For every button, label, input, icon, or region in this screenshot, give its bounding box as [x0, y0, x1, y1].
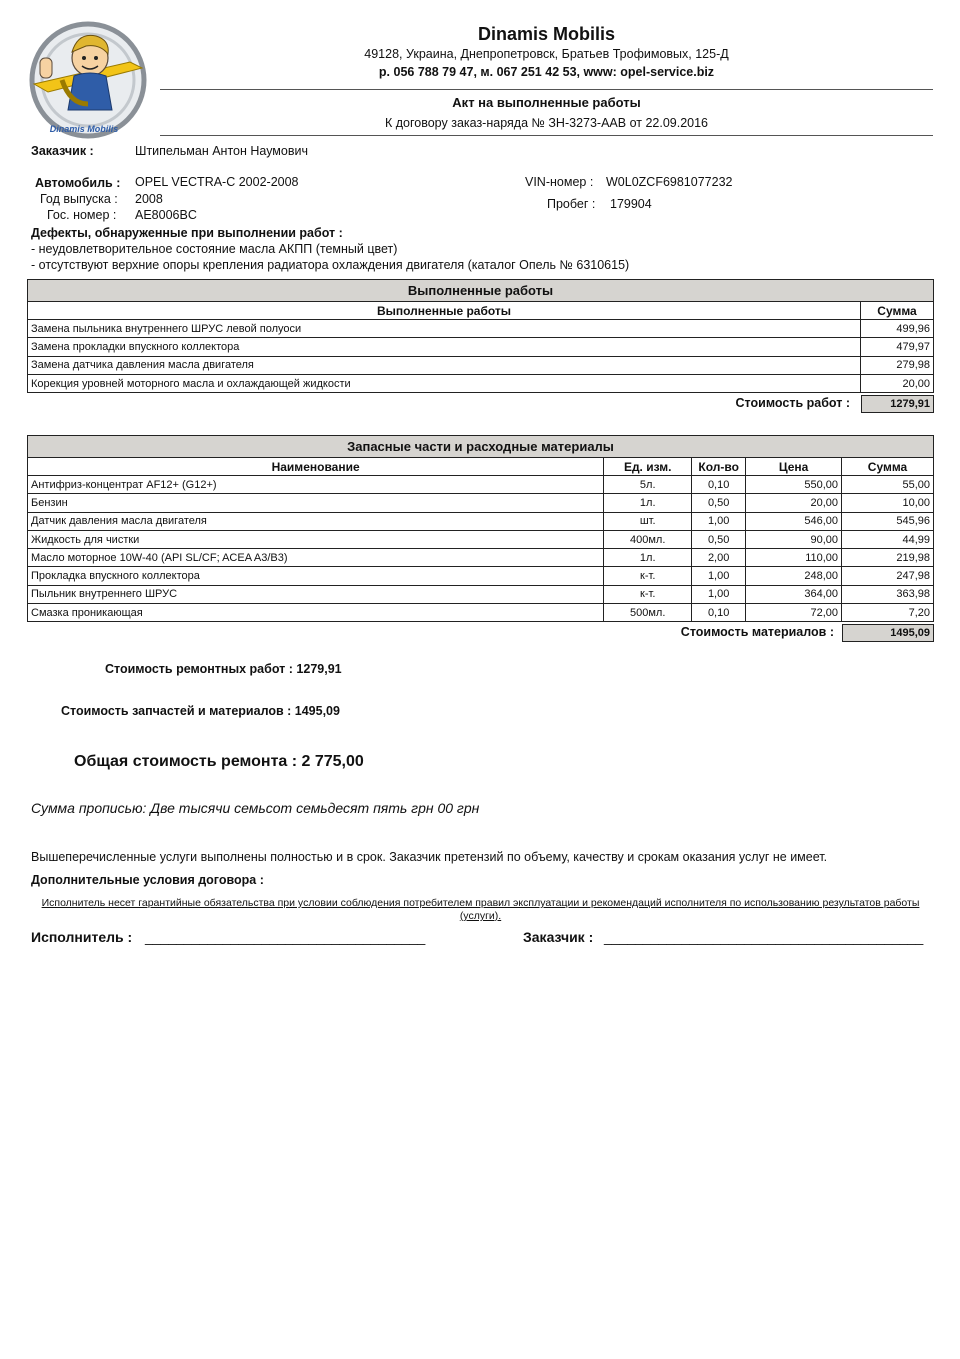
part-qty: 0,50: [692, 530, 746, 548]
works-col-name: Выполненные работы: [28, 302, 861, 320]
part-qty: 0,50: [692, 494, 746, 512]
customer-value: Штипельман Антон Наумович: [135, 144, 308, 158]
parts-col-sum: Сумма: [842, 458, 934, 476]
parts-band-title: Запасные части и расходные материалы: [28, 436, 934, 458]
parts-col-price: Цена: [746, 458, 842, 476]
work-name: Корекция уровней моторного масла и охлаждающей жидкости: [28, 374, 861, 392]
company-contacts: р. 056 788 79 47, м. 067 251 42 53, www: opel-service.biz: [378, 65, 715, 79]
part-unit: шт.: [604, 512, 692, 530]
car-value: OPEL VECTRA-C 2002-2008: [135, 175, 299, 189]
part-name: Антифриз-концентрат AF12+ (G12+): [28, 476, 604, 494]
executor-signature-line: ____________________________________: [145, 929, 426, 945]
part-unit: 500мл.: [604, 604, 692, 622]
part-qty: 0,10: [692, 476, 746, 494]
works-total-value: 1279,91: [861, 395, 934, 413]
part-name: Жидкость для чистки: [28, 530, 604, 548]
part-price: 20,00: [746, 494, 842, 512]
table-row: [28, 494, 934, 512]
parts-cost-summary: Стоимость запчастей и материалов : 1495,09: [61, 704, 340, 718]
part-price: 90,00: [746, 530, 842, 548]
works-total-label: Стоимость работ :: [735, 396, 850, 410]
table-row: [28, 476, 934, 494]
works-cost-summary: Стоимость ремонтных работ : 1279,91: [105, 662, 342, 676]
part-price: 364,00: [746, 585, 842, 603]
year-value: 2008: [135, 192, 163, 206]
executor-label: Исполнитель :: [31, 929, 133, 945]
table-row: [28, 530, 934, 548]
document-subtitle: К договору заказ-наряда № ЗН-3273-ААВ от 22.09.2016: [384, 116, 709, 130]
works-col-sum: Сумма: [861, 302, 934, 320]
part-price: 72,00: [746, 604, 842, 622]
part-qty: 2,00: [692, 549, 746, 567]
work-name: Замена пыльника внутреннего ШРУС левой полуоси: [28, 320, 861, 338]
part-qty: 1,00: [692, 585, 746, 603]
client-signature-line: _________________________________________: [604, 929, 924, 945]
title-divider: [160, 135, 933, 136]
year-label: Год выпуска :: [40, 192, 118, 206]
part-name: Смазка проникающая: [28, 604, 604, 622]
part-price: 248,00: [746, 567, 842, 585]
table-row: [28, 585, 934, 603]
work-sum: 279,98: [861, 356, 934, 374]
part-sum: 363,98: [842, 585, 934, 603]
extra-conditions-label: Дополнительные условия договора :: [31, 873, 264, 887]
table-row: [28, 374, 934, 392]
part-name: Бензин: [28, 494, 604, 512]
parts-col-qty: Кол-во: [692, 458, 746, 476]
parts-table: [27, 435, 934, 622]
defect-item: - отсутствуют верхние опоры крепления радиатора охлаждения двигателя (каталог Опель № 6310615): [31, 258, 630, 272]
part-unit: к-т.: [604, 567, 692, 585]
defect-item: - неудовлетворительное состояние масла АКПП (темный цвет): [31, 242, 398, 256]
part-price: 546,00: [746, 512, 842, 530]
part-name: Прокладка впускного коллектора: [28, 567, 604, 585]
parts-col-name: Наименование: [28, 458, 604, 476]
work-sum: 20,00: [861, 374, 934, 392]
part-unit: 400мл.: [604, 530, 692, 548]
client-label: Заказчик :: [523, 929, 594, 945]
part-unit: 1л.: [604, 494, 692, 512]
warranty-text: Исполнитель несет гарантийные обязательства при условии соблюдения потребителем правил эксплуатации и рекомендаций исполнителя по использованию результатов работы (услуги).: [41, 897, 920, 922]
works-table: [27, 279, 934, 393]
plate-label: Гос. номер :: [47, 208, 117, 222]
part-price: 110,00: [746, 549, 842, 567]
company-name: Dinamis Mobilis: [477, 24, 616, 44]
part-sum: 44,99: [842, 530, 934, 548]
work-sum: 479,97: [861, 338, 934, 356]
table-row: [28, 338, 934, 356]
part-qty: 1,00: [692, 567, 746, 585]
table-row: [28, 512, 934, 530]
vin-label: VIN-номер :: [525, 175, 594, 189]
mileage-value: 179904: [610, 197, 652, 211]
logo-text: Dinamis Mobilis: [49, 124, 119, 134]
sum-in-words: Сумма прописью: Две тысячи семьсот семьдесят пять грн 00 грн: [31, 800, 480, 816]
part-sum: 55,00: [842, 476, 934, 494]
grand-total: Общая стоимость ремонта : 2 775,00: [74, 753, 364, 770]
parts-total-value: 1495,09: [842, 624, 934, 642]
parts-total-label: Стоимость материалов :: [680, 625, 834, 639]
part-name: Датчик давления масла двигателя: [28, 512, 604, 530]
parts-col-unit: Ед. изм.: [604, 458, 692, 476]
part-sum: 7,20: [842, 604, 934, 622]
table-row: [28, 604, 934, 622]
car-label: Автомобиль :: [35, 176, 121, 190]
work-name: Замена прокладки впускного коллектора: [28, 338, 861, 356]
part-unit: к-т.: [604, 585, 692, 603]
part-unit: 1л.: [604, 549, 692, 567]
part-price: 550,00: [746, 476, 842, 494]
customer-label: Заказчик :: [31, 144, 94, 158]
part-qty: 1,00: [692, 512, 746, 530]
part-name: Пыльник внутреннего ШРУС: [28, 585, 604, 603]
mileage-label: Пробег :: [547, 197, 596, 211]
table-row: [28, 320, 934, 338]
table-row: [28, 567, 934, 585]
part-unit: 5л.: [604, 476, 692, 494]
part-sum: 219,98: [842, 549, 934, 567]
part-qty: 0,10: [692, 604, 746, 622]
work-name: Замена датчика давления масла двигателя: [28, 356, 861, 374]
defects-title: Дефекты, обнаруженные при выполнении работ :: [31, 226, 343, 240]
company-address: 49128, Украина, Днепропетровск, Братьев Трофимовых, 125-Д: [364, 47, 729, 61]
document-title: Акт на выполненные работы: [452, 95, 641, 110]
part-sum: 247,98: [842, 567, 934, 585]
vin-value: W0L0ZCF6981077232: [606, 175, 733, 189]
work-sum: 499,96: [861, 320, 934, 338]
header-divider: [160, 89, 933, 90]
table-row: [28, 356, 934, 374]
completion-note: Вышеперечисленные услуги выполнены полностью и в срок. Заказчик претензий по объему, качеству и срокам оказания услуг не имеет.: [31, 850, 828, 864]
plate-value: AE8006BC: [135, 208, 197, 222]
works-band-title: Выполненные работы: [28, 280, 934, 302]
part-name: Масло моторное 10W-40 (API SL/CF; ACEA A3/B3): [28, 549, 604, 567]
part-sum: 10,00: [842, 494, 934, 512]
company-logo: [26, 18, 150, 140]
table-row: [28, 549, 934, 567]
part-sum: 545,96: [842, 512, 934, 530]
